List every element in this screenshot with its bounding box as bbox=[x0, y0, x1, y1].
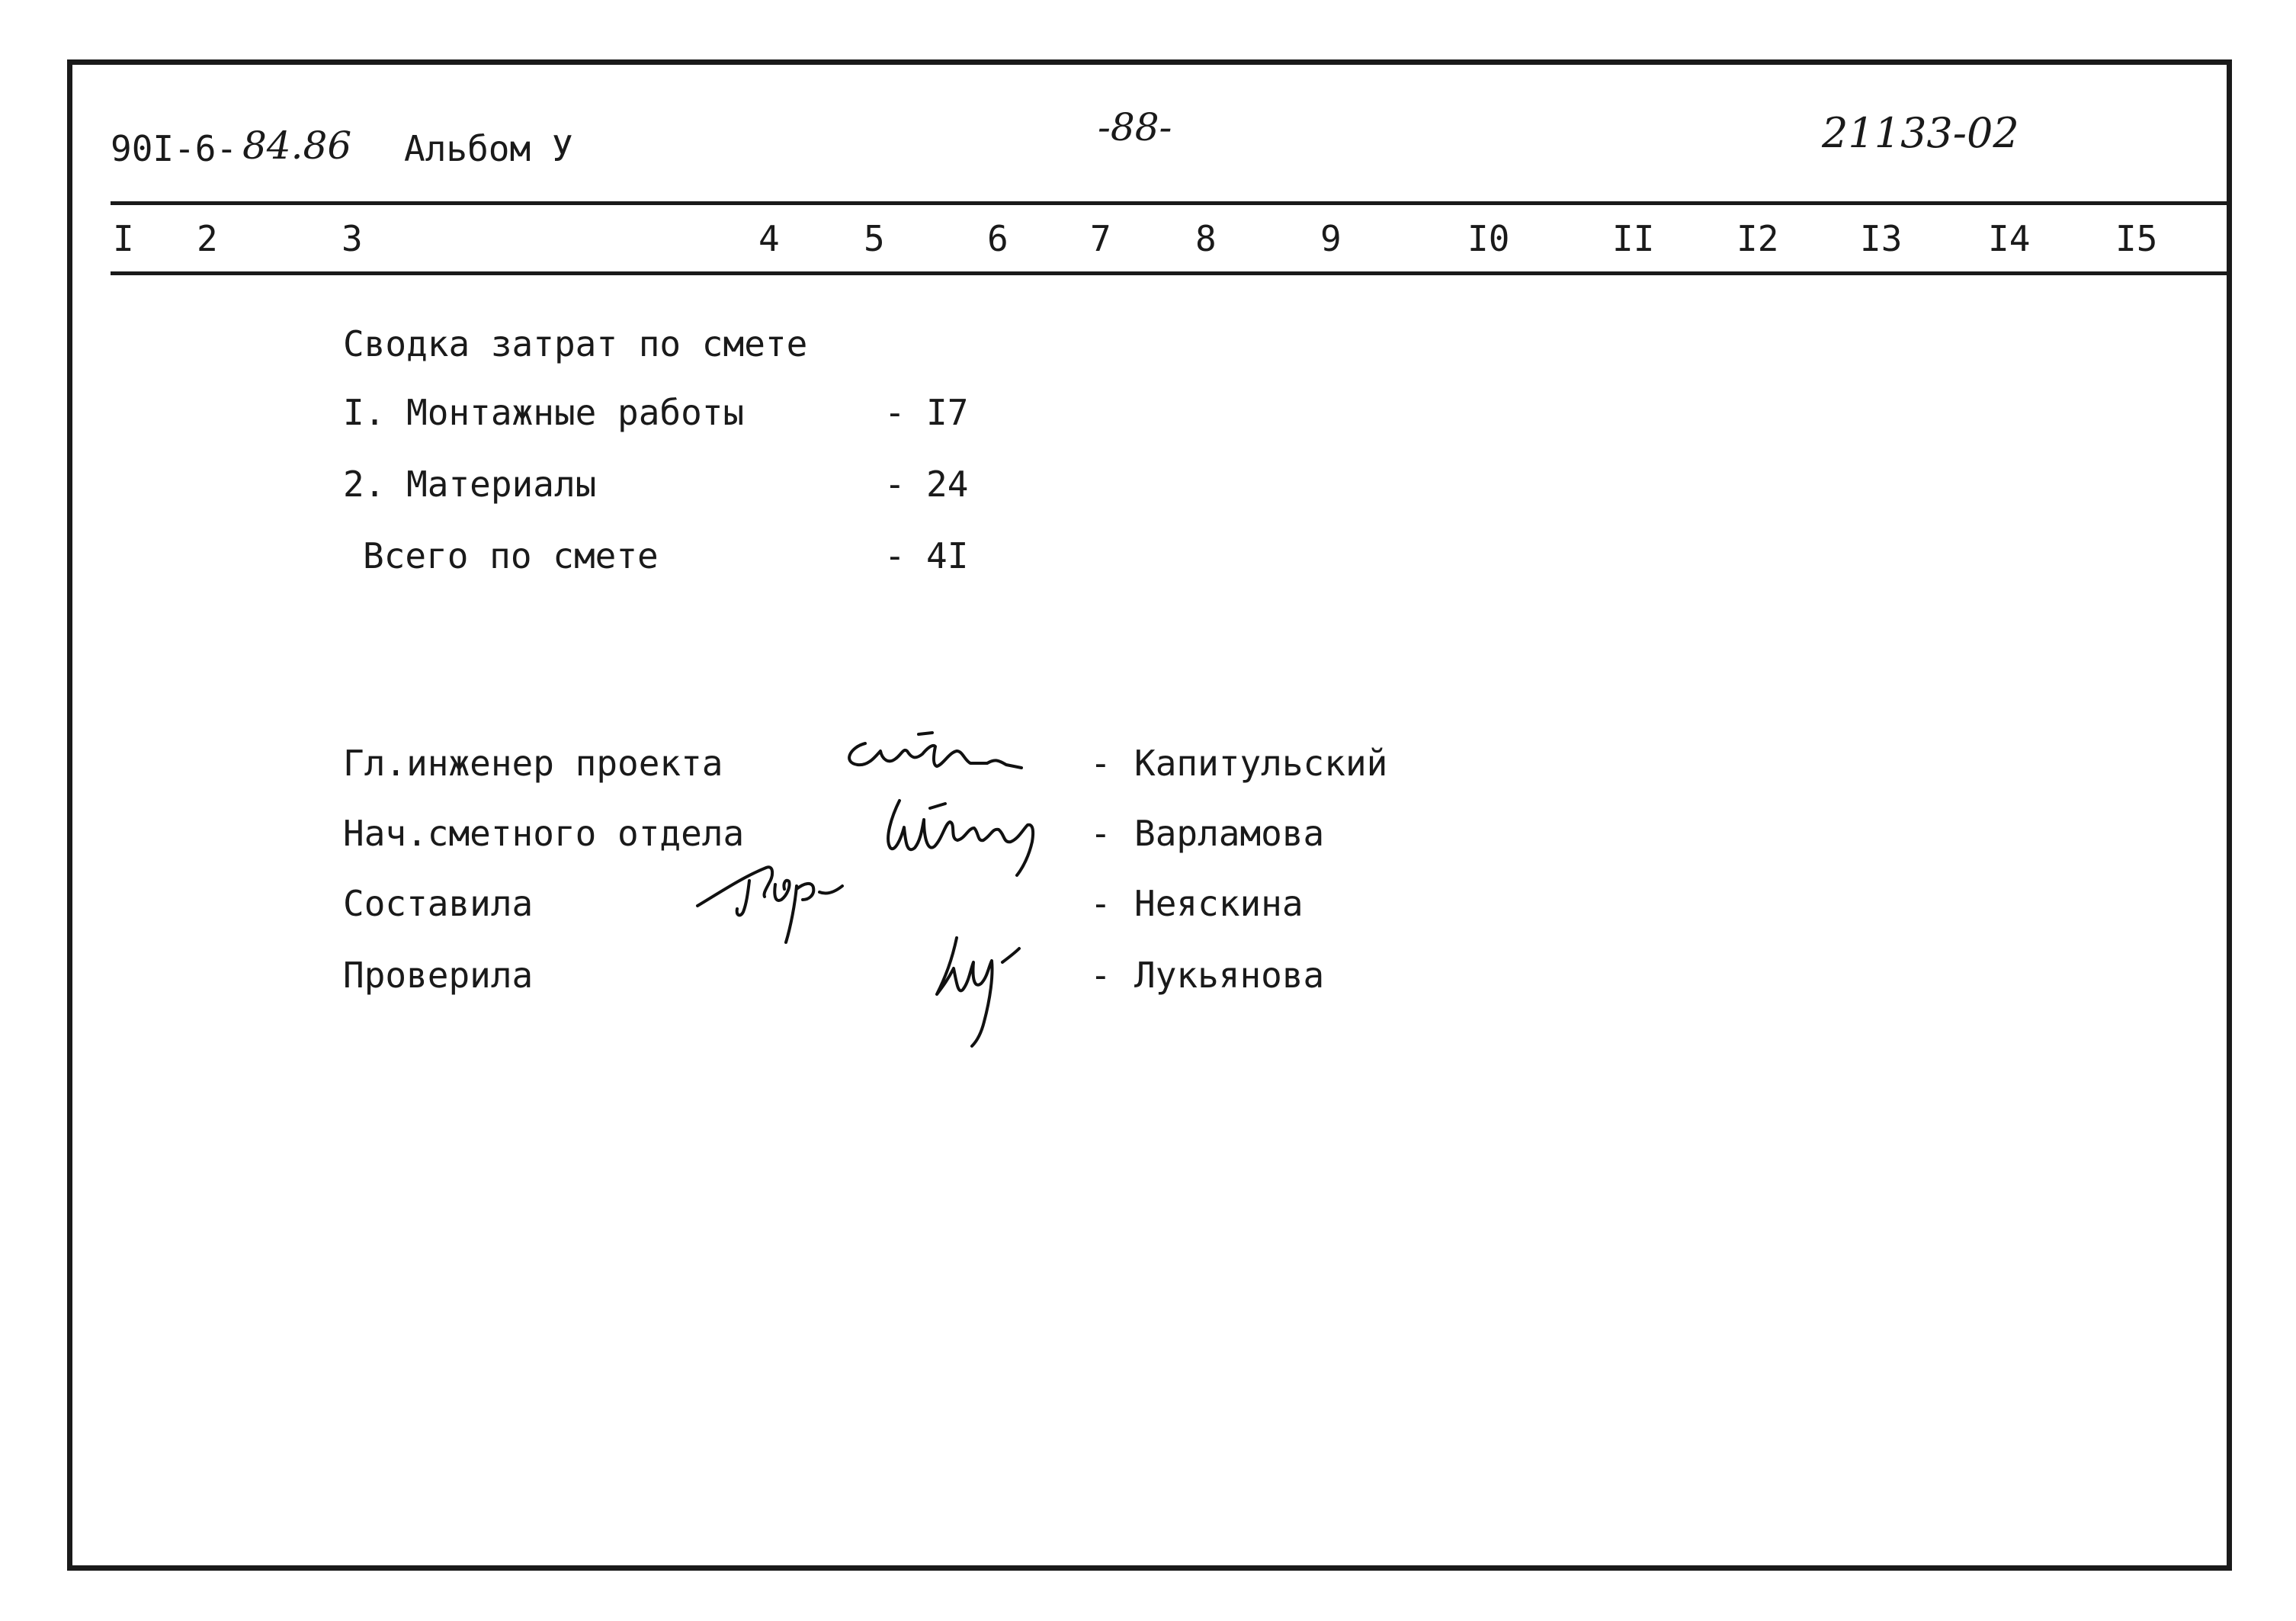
signature-dash: - bbox=[1090, 743, 1111, 784]
signature-dash: - bbox=[1090, 883, 1111, 924]
column-number: II bbox=[1612, 218, 1655, 259]
project-number: 21133-02 bbox=[1822, 109, 2019, 157]
column-number: 2 bbox=[197, 218, 218, 259]
column-number: 3 bbox=[342, 218, 363, 259]
page-number: -88- bbox=[1098, 105, 1172, 149]
summary-title: Сводка затрат по смете bbox=[343, 323, 808, 364]
summary-total-value: 4I bbox=[926, 535, 969, 576]
signature-dash: - bbox=[1090, 955, 1111, 996]
signature-role: Гл.инженер проекта bbox=[343, 743, 723, 784]
album-label: Альбом У bbox=[404, 128, 573, 169]
summary-row-label: 2. Материалы bbox=[343, 464, 597, 505]
doc-code-handwritten: 84.86 bbox=[242, 124, 352, 168]
column-number: 8 bbox=[1195, 218, 1217, 259]
summary-row-value: 24 bbox=[926, 464, 969, 505]
summary-row-value: I7 bbox=[926, 392, 969, 433]
signature-lukyanova bbox=[919, 915, 1071, 1052]
summary-row-label: I. Монтажные работы bbox=[343, 392, 745, 433]
signature-name: Капитульский bbox=[1134, 743, 1388, 784]
column-number: 6 bbox=[987, 218, 1009, 259]
summary-row-dash: - bbox=[884, 392, 906, 433]
column-number: I3 bbox=[1860, 218, 1903, 259]
signature-role: Нач.сметного отдела bbox=[343, 813, 745, 854]
doc-code-printed: 90I-6- bbox=[111, 128, 238, 169]
summary-total-label: Всего по смете bbox=[363, 535, 659, 576]
signature-kapitulsky bbox=[835, 721, 1063, 789]
signature-name: Варламова bbox=[1134, 813, 1325, 854]
column-number: 7 bbox=[1090, 218, 1111, 259]
column-number: 9 bbox=[1320, 218, 1342, 259]
signature-neyaskina bbox=[690, 839, 888, 953]
signature-role: Составила bbox=[343, 883, 534, 924]
column-number: I0 bbox=[1467, 218, 1510, 259]
column-number: 4 bbox=[758, 218, 780, 259]
column-header-top-rule bbox=[111, 201, 2232, 205]
signature-role: Проверила bbox=[343, 955, 534, 996]
column-number: I4 bbox=[1988, 218, 2031, 259]
summary-row-dash: - bbox=[884, 464, 906, 505]
column-number: I5 bbox=[2115, 218, 2158, 259]
column-number: 5 bbox=[864, 218, 885, 259]
signature-dash: - bbox=[1090, 813, 1111, 854]
column-number: I bbox=[113, 218, 134, 259]
signature-name: Неяскина bbox=[1134, 883, 1304, 924]
signature-varlamova bbox=[877, 785, 1075, 884]
column-header-bottom-rule bbox=[111, 271, 2232, 275]
signature-name: Лукьянова bbox=[1134, 955, 1325, 996]
column-number: I2 bbox=[1736, 218, 1779, 259]
summary-row-dash: - bbox=[884, 535, 906, 576]
